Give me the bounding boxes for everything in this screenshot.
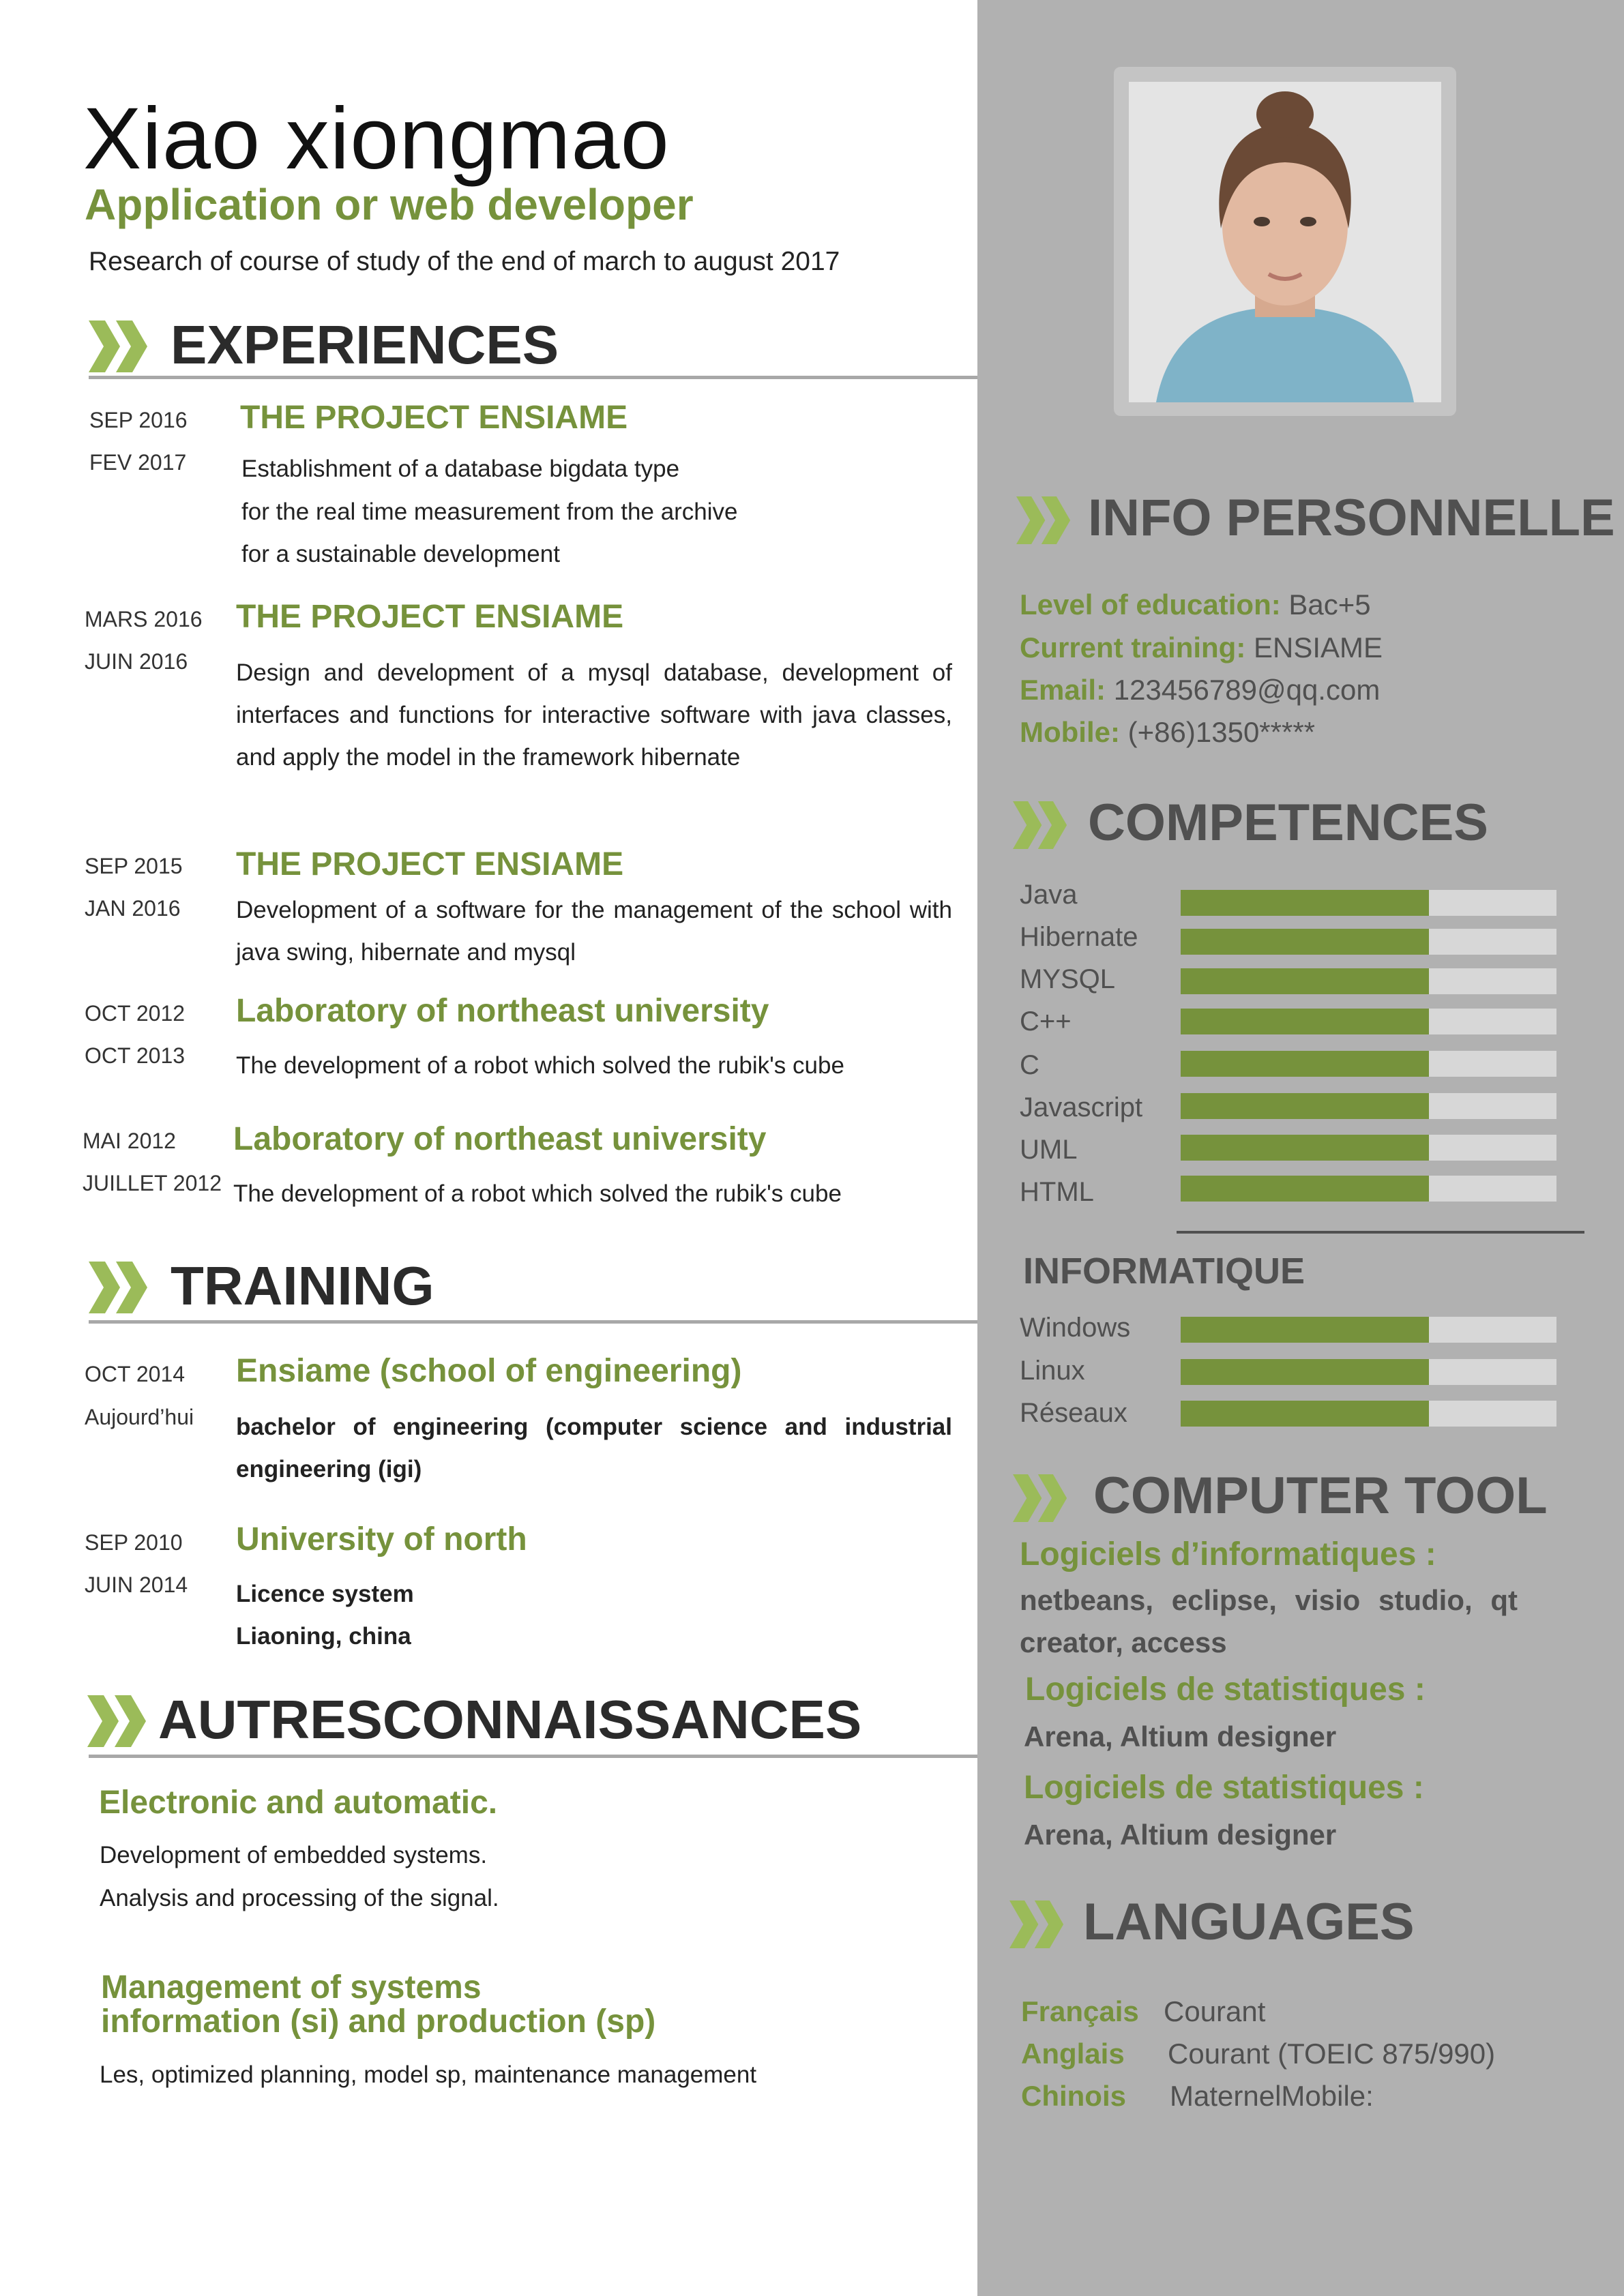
skill-bar (1181, 929, 1556, 955)
tool-group-text: Arena, Altium designer (1024, 1720, 1337, 1753)
section-divider (89, 376, 977, 379)
skill-bar-fill (1181, 1009, 1429, 1034)
entry-end-date: FEV 2017 (89, 450, 187, 475)
entry-end-date: JUIN 2016 (85, 649, 188, 674)
sidebar-divider (1177, 1231, 1584, 1234)
skill-label: C (1020, 1050, 1039, 1080)
double-chevron-icon (89, 1262, 157, 1313)
entry-line: for a sustainable development (241, 541, 560, 567)
entry-end-date: JUIN 2014 (85, 1572, 188, 1597)
language-level: Courant (TOEIC 875/990) (1168, 2038, 1496, 2070)
language-level: MaternelMobile: (1170, 2080, 1374, 2112)
entry-end-date: JAN 2016 (85, 896, 181, 921)
entry-start-date: MARS 2016 (85, 607, 203, 631)
language-name: Anglais (1021, 2038, 1125, 2070)
other-item-line: Development of embedded systems. (100, 1842, 488, 1868)
person-portrait-icon (1129, 82, 1441, 402)
entry-title: University of north (236, 1521, 527, 1557)
other-item-title: information (si) and production (sp) (101, 2003, 656, 2040)
skill-bar-fill (1181, 1135, 1429, 1161)
candidate-name: Xiao xiongmao (83, 90, 670, 188)
entry-line: Licence system (236, 1581, 414, 1607)
entry-start-date: SEP 2015 (85, 854, 183, 878)
skill-bar (1181, 1176, 1556, 1202)
section-divider (89, 1320, 977, 1324)
tool-group-text: Arena, Altium designer (1024, 1819, 1337, 1851)
skill-bar-fill (1181, 1401, 1429, 1427)
entry-title: THE PROJECT ENSIAME (240, 400, 628, 436)
skill-bar-fill (1181, 1093, 1429, 1119)
other-item-title: Management of systems (101, 1969, 482, 2006)
skill-label: UML (1020, 1135, 1078, 1165)
entry-end-date: Aujourd’hui (85, 1405, 194, 1429)
skill-label: C++ (1020, 1007, 1072, 1037)
skill-bar (1181, 1093, 1556, 1119)
section-divider (89, 1755, 977, 1758)
skill-bar-fill (1181, 1176, 1429, 1202)
entry-title: THE PROJECT ENSIAME (236, 846, 624, 882)
skill-bar (1181, 1317, 1556, 1343)
skill-label: Réseaux (1020, 1398, 1127, 1428)
info-row-mobile: Mobile: (+86)1350***** (1020, 716, 1316, 748)
entry-start-date: SEP 2016 (89, 408, 188, 432)
entry-start-date: OCT 2012 (85, 1001, 186, 1026)
language-level: Courant (1164, 1995, 1266, 2027)
entry-line: Establishment of a database bigdata type (241, 456, 680, 482)
skill-bar-fill (1181, 929, 1429, 955)
language-name: Français (1021, 1995, 1139, 2027)
double-chevron-icon (1013, 801, 1076, 849)
skill-bar (1181, 890, 1556, 916)
entry-title: Ensiame (school of engineering) (236, 1353, 742, 1389)
entry-line: for the real time measurement from the archive (241, 498, 738, 525)
skill-label: Windows (1020, 1313, 1131, 1343)
entry-start-date: MAI 2012 (83, 1129, 176, 1153)
entry-title: THE PROJECT ENSIAME (236, 599, 624, 635)
entry-description: The development of a robot which solved the rubik's cube (233, 1180, 842, 1207)
skill-bar (1181, 968, 1556, 994)
skill-bar-fill (1181, 1317, 1429, 1343)
entry-end-date: JUILLET 2012 (83, 1171, 222, 1195)
tool-group-label: Logiciels d’informatiques : (1020, 1536, 1436, 1572)
entry-title: Laboratory of northeast university (233, 1121, 767, 1157)
entry-title: Laboratory of northeast university (236, 993, 769, 1029)
informatique-heading: INFORMATIQUE (1023, 1251, 1305, 1292)
info-row-training: Current training: ENSIAME (1020, 631, 1383, 664)
entry-description: Development of a software for the management of the school with java swing, hibernate and mysql (236, 897, 952, 966)
skill-bar (1181, 1135, 1556, 1161)
other-item-title: Electronic and automatic. (99, 1785, 498, 1821)
entry-description: bachelor of engineering (computer science and industrial engineering (igi) (236, 1414, 952, 1482)
skill-bar (1181, 1401, 1556, 1427)
tool-group-text: netbeans, eclipse, visio studio, qt creator, access (1020, 1584, 1518, 1658)
skill-label: HTML (1020, 1177, 1094, 1207)
double-chevron-icon (1013, 1474, 1076, 1522)
skill-bar (1181, 1009, 1556, 1034)
skill-bar (1181, 1051, 1556, 1077)
skill-label: Javascript (1020, 1092, 1143, 1122)
tool-group-label: Logiciels de statistiques : (1024, 1770, 1424, 1806)
candidate-role: Application or web developer (85, 180, 694, 229)
entry-description: The development of a robot which solved the rubik's cube (236, 1052, 844, 1079)
double-chevron-icon (89, 320, 157, 372)
skill-bar-fill (1181, 968, 1429, 994)
entry-start-date: OCT 2014 (85, 1362, 186, 1386)
skill-bar (1181, 1359, 1556, 1385)
skill-label: Hibernate (1020, 922, 1138, 952)
profile-photo (1129, 82, 1441, 402)
info-row-email: Email: 123456789@qq.com (1020, 674, 1381, 706)
entry-description: Design and development of a mysql database, development of interfaces and functions for interactive software with java classes, and apply the model in the framework hibernate (236, 659, 952, 771)
skill-label: Java (1020, 880, 1078, 910)
other-item-line: Analysis and processing of the signal. (100, 1885, 499, 1911)
double-chevron-icon (1009, 1900, 1072, 1948)
language-name: Chinois (1021, 2080, 1126, 2112)
entry-start-date: SEP 2010 (85, 1530, 183, 1555)
candidate-subtitle: Research of course of study of the end of march to august 2017 (89, 247, 840, 276)
skill-bar-fill (1181, 1051, 1429, 1077)
entry-line: Liaoning, china (236, 1623, 411, 1650)
skill-bar-fill (1181, 1359, 1429, 1385)
double-chevron-icon (1016, 496, 1079, 544)
double-chevron-icon (87, 1695, 156, 1747)
info-row-education: Level of education: Bac+5 (1020, 588, 1371, 621)
tool-group-label: Logiciels de statistiques : (1025, 1671, 1426, 1708)
entry-end-date: OCT 2013 (85, 1043, 186, 1068)
skill-bar-fill (1181, 890, 1429, 916)
skill-label: Linux (1020, 1356, 1085, 1386)
skill-label: MYSQL (1020, 964, 1116, 994)
other-item-line: Les, optimized planning, model sp, maintenance management (100, 2061, 757, 2088)
